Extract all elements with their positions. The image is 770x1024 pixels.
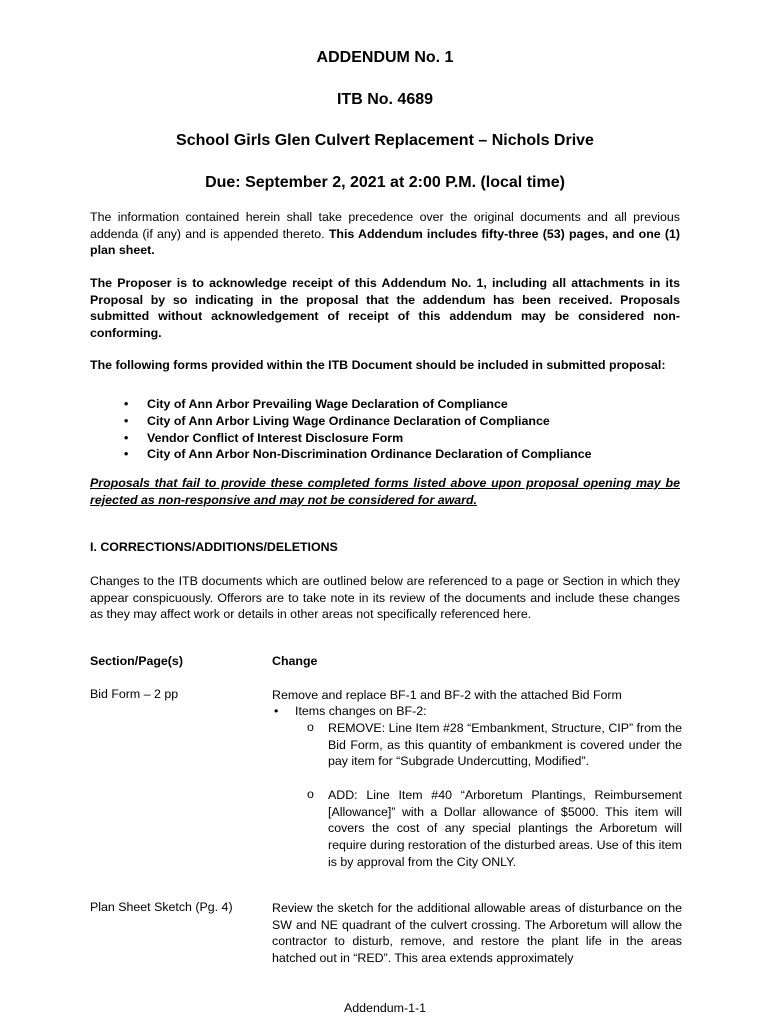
row2-section: Plan Sheet Sketch (Pg. 4) — [90, 900, 233, 914]
list-item: • City of Ann Arbor Living Wage Ordinance Declaration of Compliance — [122, 413, 682, 430]
page-footer: Addendum-1-1 — [344, 1001, 426, 1015]
section-paragraph: Changes to the ITB documents which are outlined below are referenced to a page or Section in which they appear conspicuously. Offerors are to take note in its review of the documents and include these changes as they may affect work or details in other areas not specifically referenced here. — [90, 574, 680, 622]
list-item: • City of Ann Arbor Prevailing Wage Declaration of Compliance — [122, 396, 682, 413]
add-marker: o — [307, 787, 314, 801]
row1-add: ADD: Line Item #40 “Arboretum Plantings, Reimbursement [Allowance]” with a Dollar allowance of $5000. This item will covers the cost of any special plantings the Arboretum will require during restoration of the disturbed areas. Use of this item is by approval from the City ONLY. — [328, 788, 683, 869]
acknowledge-paragraph: The Proposer is to acknowledge receipt of this Addendum No. 1, including all attachments in its Proposal by so indicating in the proposal that the addendum has been received. Proposals submitted without acknowledgement of receipt of this addendum may be considered non-conforming. — [90, 276, 680, 341]
section-heading: I. CORRECTIONS/ADDITIONS/DELETIONS — [90, 540, 338, 554]
row1-sub-bullet: • Items changes on BF-2: — [295, 704, 427, 718]
itb-number: ITB No. 4689 — [336, 91, 434, 108]
row2-change: Review the sketch for the additional allowable areas of disturbance on the SW and NE quadrant of the culvert crossing. The Arboretum will allow the contractor to disturb, remove, and restore the plant life in the areas hatched out in “RED”. This area extends approximately — [272, 901, 682, 966]
list-item: • Vendor Conflict of Interest Disclosure Form — [122, 430, 682, 447]
addendum-title: ADDENDUM No. 1 — [316, 49, 454, 66]
forms-warning: Proposals that fail to provide these completed forms listed above upon proposal opening may be rejected as non-responsive and may not be considered for award. — [90, 476, 680, 507]
forms-lead: The following forms provided within the ITB Document should be included in submitted proposal: — [90, 358, 666, 372]
intro-paragraph — [90, 209, 680, 259]
table-header-section: Section/Page(s) — [90, 654, 183, 668]
row1-remove: REMOVE: Line Item #28 “Embankment, Structure, CIP” from the Bid Form, as this quantity of embankment is covered under the pay item for “Subgrade Undercutting, Modified”. — [328, 721, 682, 769]
table-header-change: Change — [272, 654, 318, 668]
intro-bold-text: This Addendum includes fifty-three (53) pages, and one (1) plan sheet. — [90, 226, 681, 258]
row1-change: Remove and replace BF-1 and BF-2 with the attached Bid Form — [272, 688, 622, 702]
intro-text: The information contained herein shall take precedence over the original documents and all previous addenda (if any) and is appended thereto. — [90, 210, 680, 241]
due-date: Due: September 2, 2021 at 2:00 P.M. (local time) — [205, 174, 565, 191]
forms-list — [122, 396, 682, 463]
project-title: School Girls Glen Culvert Replacement – Nichols Drive — [176, 132, 594, 149]
remove-marker: o — [307, 720, 314, 734]
row1-section: Bid Form – 2 pp — [90, 687, 179, 701]
list-item: • City of Ann Arbor Non-Discrimination Ordinance Declaration of Compliance — [122, 446, 682, 463]
